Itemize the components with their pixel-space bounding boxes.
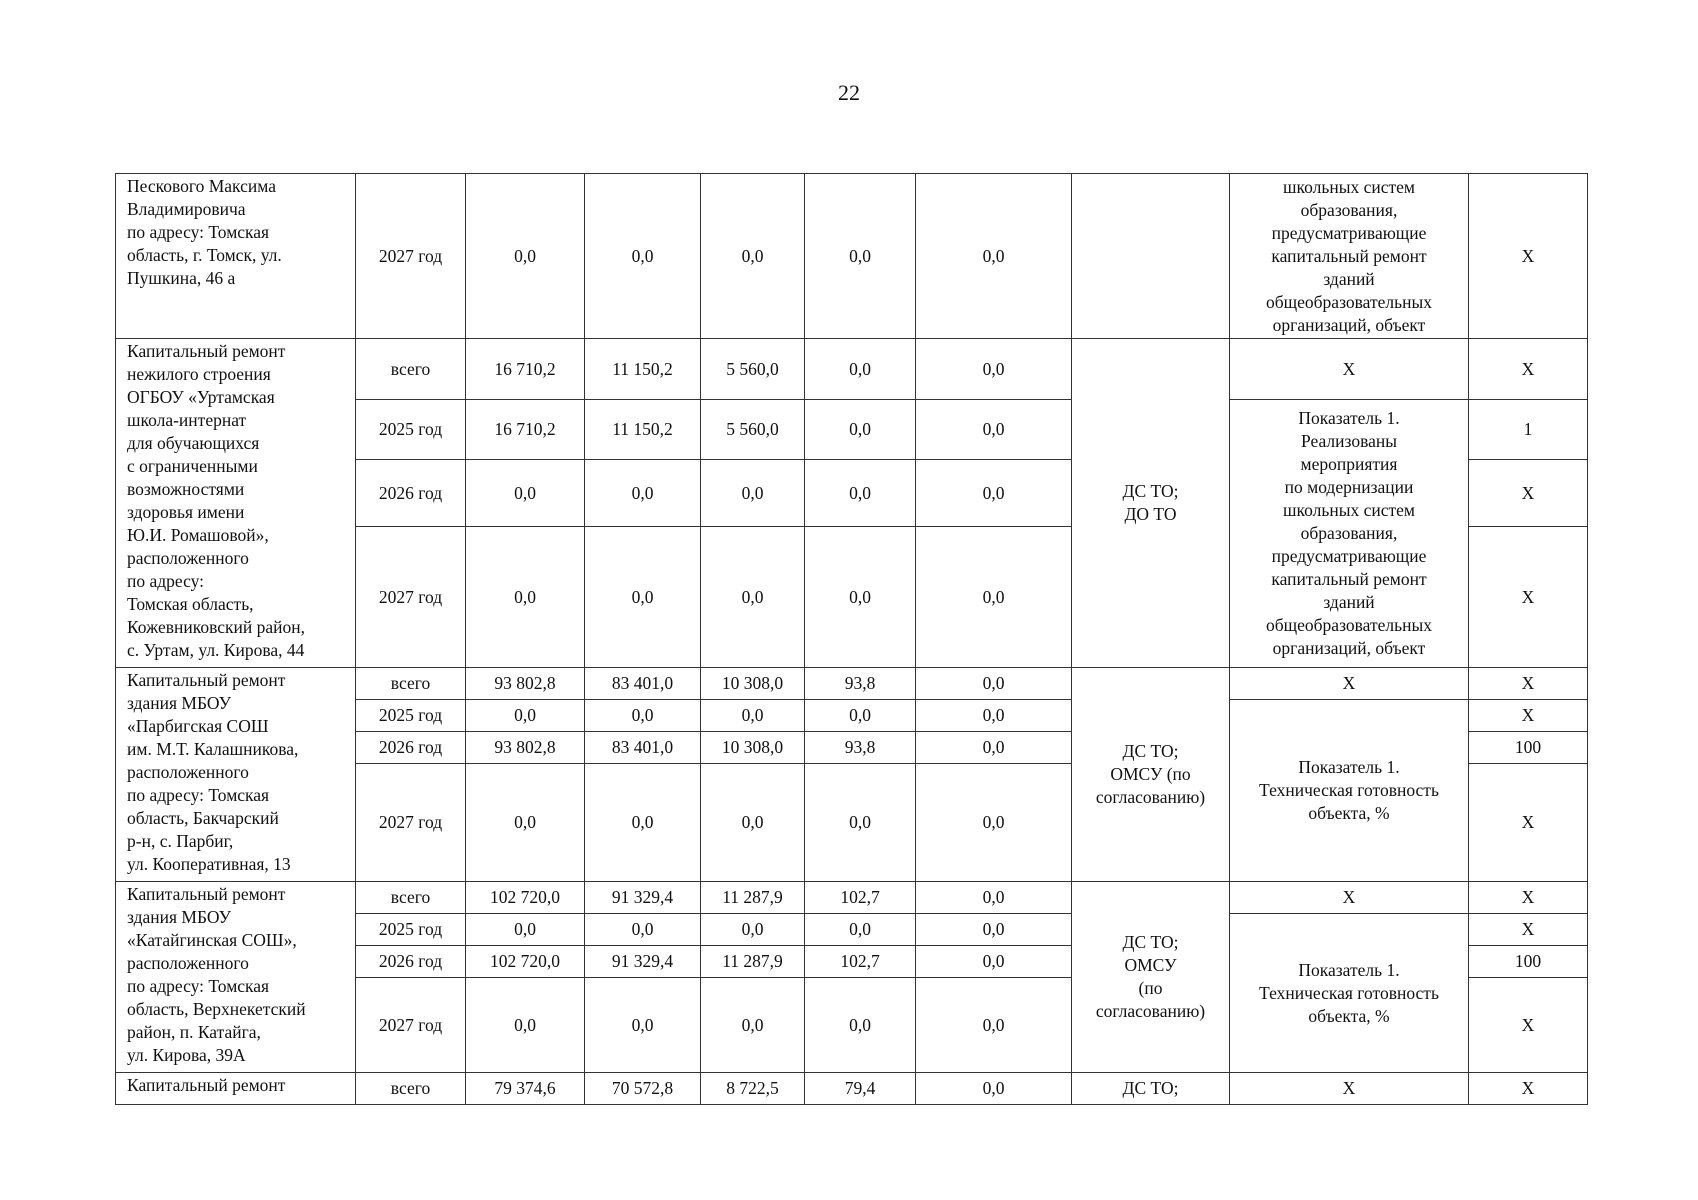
total-cell: 0,0 — [466, 914, 585, 946]
total-cell: 0,0 — [466, 174, 585, 339]
program-table — [115, 173, 1588, 1105]
total-cell: 0,0 — [466, 700, 585, 732]
total-cell: 0,0 — [466, 527, 585, 668]
text-line: капитальный ремонт — [1271, 245, 1427, 266]
text-line: ДС ТО; — [1122, 1078, 1179, 1098]
total-cell: 93 802,8 — [466, 668, 585, 700]
funding-cell: 93,8 — [805, 668, 916, 700]
text-line: по адресу: Томская — [127, 976, 270, 996]
text-line: расположенного — [127, 548, 249, 568]
funding-cell: 0,0 — [585, 764, 701, 882]
text-line: нежилого строения — [127, 364, 271, 384]
funding-cell: 11 287,9 — [701, 946, 805, 978]
text-line: ДО ТО — [1124, 504, 1177, 524]
text-line: область, г. Томск, ул. — [127, 245, 282, 265]
text-line: Владимировича — [127, 199, 246, 219]
period-cell: 2026 год — [356, 946, 466, 978]
text-line: Кожевниковский район, — [127, 617, 306, 637]
funding-cell: 11 150,2 — [585, 339, 701, 400]
funding-cell: 91 329,4 — [585, 882, 701, 914]
funding-cell: 0,0 — [916, 732, 1072, 764]
funding-cell: 0,0 — [916, 460, 1072, 527]
indicator-total-cell: X — [1230, 339, 1469, 400]
funding-cell: 0,0 — [701, 460, 805, 527]
indicator-value-cell: X — [1469, 914, 1588, 946]
text-line: им. М.Т. Калашникова, — [127, 739, 299, 759]
funding-cell: 0,0 — [805, 339, 916, 400]
period-cell: 2026 год — [356, 460, 466, 527]
text-line: ОГБОУ «Уртамская — [127, 387, 275, 407]
text-line: ОМСУ — [1124, 955, 1177, 975]
funding-cell: 0,0 — [701, 700, 805, 732]
funding-cell: 0,0 — [916, 700, 1072, 732]
funding-cell: 0,0 — [585, 914, 701, 946]
indicator-value-cell: X — [1469, 700, 1588, 732]
table-row — [116, 174, 1588, 339]
funding-cell: 0,0 — [805, 174, 916, 339]
text-line: по модернизации — [1284, 477, 1414, 497]
text-line: здания МБОУ — [127, 907, 231, 927]
indicator-value-cell: X — [1469, 1073, 1588, 1105]
funding-cell: 0,0 — [585, 174, 701, 339]
funding-cell: 5 560,0 — [701, 339, 805, 400]
text-line: ДС ТО; — [1122, 481, 1179, 501]
text-line: согласованию) — [1095, 787, 1206, 807]
text-line: предусматривающие — [1271, 222, 1427, 243]
text-line: школьных систем — [1283, 176, 1415, 197]
text-line: для обучающихся — [127, 433, 260, 453]
text-line: расположенного — [127, 953, 249, 973]
text-line: «Парбигская СОШ — [127, 716, 269, 736]
period-cell: всего — [356, 882, 466, 914]
indicator-value-cell: X — [1469, 527, 1588, 668]
text-line: Капитальный ремонт — [127, 1075, 286, 1095]
text-line: общеобразовательных — [1266, 291, 1432, 312]
funding-cell: 0,0 — [805, 978, 916, 1073]
indicator-value-cell: 100 — [1469, 732, 1588, 764]
text-line: здания МБОУ — [127, 693, 231, 713]
funding-cell: 0,0 — [805, 527, 916, 668]
text-line: Техническая готовность — [1259, 780, 1439, 800]
period-cell: всего — [356, 668, 466, 700]
text-line: «Катайгинская СОШ», — [127, 930, 297, 950]
total-cell: 16 710,2 — [466, 339, 585, 400]
text-line: согласованию) — [1095, 1001, 1206, 1021]
funding-cell: 0,0 — [701, 764, 805, 882]
text-line: образования, — [1300, 523, 1398, 543]
total-cell: 16 710,2 — [466, 400, 585, 460]
funding-cell: 0,0 — [805, 460, 916, 527]
funding-cell: 0,0 — [916, 764, 1072, 882]
indicator-value-cell: 1 — [1469, 400, 1588, 460]
funding-cell: 0,0 — [701, 174, 805, 339]
funding-cell: 0,0 — [805, 914, 916, 946]
funding-cell: 5 560,0 — [701, 400, 805, 460]
funding-cell: 0,0 — [916, 978, 1072, 1073]
indicator-total-cell: X — [1230, 668, 1469, 700]
text-line: возможностями — [127, 479, 245, 499]
funding-cell: 10 308,0 — [701, 668, 805, 700]
indicator-value-cell: X — [1469, 882, 1588, 914]
funding-cell: 8 722,5 — [701, 1073, 805, 1105]
text-line: (по — [1138, 978, 1163, 998]
text-line: школьных систем — [1283, 500, 1415, 520]
text-line: р-н, с. Парбиг, — [127, 831, 234, 851]
funding-cell: 0,0 — [701, 527, 805, 668]
object-name-cell — [116, 668, 356, 882]
funding-cell: 0,0 — [585, 460, 701, 527]
funding-cell: 0,0 — [916, 527, 1072, 668]
responsible-cell — [1072, 339, 1230, 668]
funding-cell: 0,0 — [805, 700, 916, 732]
text-line: зданий — [1323, 268, 1375, 289]
funding-cell: 11 287,9 — [701, 882, 805, 914]
text-line: Техническая готовность — [1259, 982, 1439, 1003]
object-name-cell — [116, 339, 356, 668]
indicator-value-cell: X — [1469, 668, 1588, 700]
total-cell: 93 802,8 — [466, 732, 585, 764]
text-line: Ю.И. Ромашовой», — [127, 525, 269, 545]
responsible-cell — [1072, 668, 1230, 882]
text-line: объекта, % — [1308, 1005, 1390, 1026]
text-line: Капитальный ремонт — [127, 670, 286, 690]
total-cell: 102 720,0 — [466, 882, 585, 914]
text-line: капитальный ремонт — [1271, 569, 1427, 589]
text-line: область, Бакчарский — [127, 808, 279, 828]
funding-cell: 0,0 — [916, 946, 1072, 978]
text-line: объекта, % — [1308, 803, 1390, 823]
object-name-cell — [116, 882, 356, 1073]
indicator-cell — [1230, 914, 1469, 1073]
table-row — [116, 339, 1588, 400]
text-line: ДС ТО; — [1122, 932, 1179, 952]
text-line: Реализованы — [1301, 431, 1397, 451]
funding-cell: 0,0 — [916, 174, 1072, 339]
funding-cell: 0,0 — [585, 700, 701, 732]
funding-cell: 102,7 — [805, 882, 916, 914]
text-line: по адресу: — [127, 571, 205, 591]
text-line: ул. Кирова, 39А — [127, 1045, 246, 1065]
period-cell: 2025 год — [356, 400, 466, 460]
funding-cell: 83 401,0 — [585, 732, 701, 764]
text-line: район, п. Катайга, — [127, 1022, 261, 1042]
funding-cell: 0,0 — [805, 764, 916, 882]
text-line: по адресу: Томская — [127, 785, 270, 805]
funding-cell: 93,8 — [805, 732, 916, 764]
text-line: Показатель 1. — [1298, 408, 1400, 428]
text-line: мероприятия — [1300, 454, 1398, 474]
responsible-cell — [1072, 174, 1230, 339]
period-cell: всего — [356, 1073, 466, 1105]
text-line: организаций, объект — [1272, 314, 1426, 335]
text-line: Капитальный ремонт — [127, 341, 286, 361]
page-number: 22 — [838, 80, 860, 105]
table-row — [116, 1073, 1588, 1105]
funding-cell: 83 401,0 — [585, 668, 701, 700]
text-line: зданий — [1323, 592, 1375, 612]
total-cell: 102 720,0 — [466, 946, 585, 978]
funding-cell: 0,0 — [585, 978, 701, 1073]
indicator-total-cell: X — [1230, 1073, 1469, 1105]
text-line: образования, — [1300, 199, 1398, 220]
indicator-cell — [1230, 400, 1469, 668]
period-cell: 2027 год — [356, 174, 466, 339]
funding-cell: 70 572,8 — [585, 1073, 701, 1105]
funding-cell: 91 329,4 — [585, 946, 701, 978]
text-line: ул. Кооперативная, 13 — [127, 854, 291, 874]
funding-cell: 0,0 — [916, 1073, 1072, 1105]
indicator-value-cell: X — [1469, 339, 1588, 400]
text-line: общеобразовательных — [1266, 615, 1432, 635]
text-line: по адресу: Томская — [127, 222, 270, 242]
funding-cell: 0,0 — [916, 882, 1072, 914]
funding-cell: 0,0 — [805, 400, 916, 460]
total-cell: 79 374,6 — [466, 1073, 585, 1105]
funding-cell: 0,0 — [701, 914, 805, 946]
text-line: здоровья имени — [127, 502, 245, 522]
period-cell: 2027 год — [356, 764, 466, 882]
indicator-value-cell: X — [1469, 174, 1588, 339]
text-line: ОМСУ (по — [1110, 764, 1191, 784]
total-cell: 0,0 — [466, 764, 585, 882]
indicator-value-cell: X — [1469, 460, 1588, 527]
indicator-value-cell: 100 — [1469, 946, 1588, 978]
indicator-cell — [1230, 174, 1469, 339]
funding-cell: 0,0 — [916, 914, 1072, 946]
object-name-cell — [116, 174, 356, 339]
text-line: организаций, объект — [1272, 638, 1426, 658]
period-cell: 2027 год — [356, 978, 466, 1073]
responsible-cell — [1072, 882, 1230, 1073]
period-cell: 2027 год — [356, 527, 466, 668]
text-line: Капитальный ремонт — [127, 884, 286, 904]
funding-cell: 11 150,2 — [585, 400, 701, 460]
funding-cell: 0,0 — [701, 978, 805, 1073]
period-cell: всего — [356, 339, 466, 400]
responsible-cell — [1072, 1073, 1230, 1105]
object-name-cell — [116, 1073, 356, 1105]
total-cell: 0,0 — [466, 460, 585, 527]
text-line: предусматривающие — [1271, 546, 1427, 566]
funding-cell: 0,0 — [585, 527, 701, 668]
text-line: Показатель 1. — [1298, 959, 1400, 980]
table-row — [116, 668, 1588, 700]
funding-cell: 79,4 — [805, 1073, 916, 1105]
funding-cell: 0,0 — [916, 400, 1072, 460]
text-line: Томская область, — [127, 594, 254, 614]
funding-cell: 0,0 — [916, 668, 1072, 700]
text-line: расположенного — [127, 762, 249, 782]
indicator-value-cell: X — [1469, 764, 1588, 882]
funding-cell: 102,7 — [805, 946, 916, 978]
table-row — [116, 882, 1588, 914]
period-cell: 2025 год — [356, 700, 466, 732]
text-line: Показатель 1. — [1298, 757, 1400, 777]
indicator-total-cell: X — [1230, 882, 1469, 914]
text-line: с. Уртам, ул. Кирова, 44 — [127, 640, 305, 660]
funding-cell: 0,0 — [916, 339, 1072, 400]
indicator-cell — [1230, 700, 1469, 882]
text-line: с ограниченными — [127, 456, 258, 476]
text-line: Пескового Максима — [127, 176, 276, 196]
text-line: Пушкина, 46 а — [127, 268, 236, 288]
text-line: школа-интернат — [127, 410, 247, 430]
text-line: область, Верхнекетский — [127, 999, 306, 1019]
indicator-value-cell: X — [1469, 978, 1588, 1073]
total-cell: 0,0 — [466, 978, 585, 1073]
text-line: ДС ТО; — [1122, 741, 1179, 761]
period-cell: 2026 год — [356, 732, 466, 764]
funding-cell: 10 308,0 — [701, 732, 805, 764]
period-cell: 2025 год — [356, 914, 466, 946]
